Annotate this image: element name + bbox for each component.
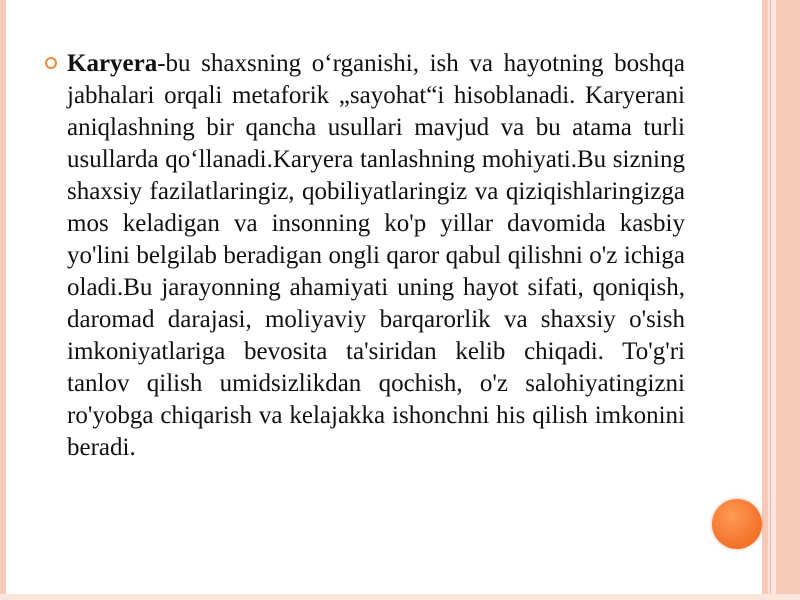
paragraph-body: -bu shaxsning o‘rganishi, ish va hayotning boshqa jabhalari orqali metaforik „sayohat“i hisoblanadi. Karyerani aniqlashning bir qancha usullari mavjud va bu atama turli usullarda qo‘llanadi.Karyera tanlashning mohiyati.Bu sizning shaxsiy fazilatlaringiz, qobiliyatlaringiz va qiziqishlaringizga mos keladigan va insonning ko'p yillar davomida kasbiy yo'lini belgilab beradigan ongli qaror qabul qilishni o'z ichiga oladi.Bu jarayonning ahamiyati uning hayot sifati, qoniqish, daromad darajasi, moliyaviy barqarorlik va shaxsiy o'sish imkoniyatlariga bevosita ta'siridan kelib chiqadi. To'g'ri tanlov qilish umidsizlikdan qochish, o'z salohiyatingizni ro'yobga chiqarish va kelajakka ishonchni his qilish imkonini beradi. <box>67 50 685 461</box>
orange-circle-icon <box>712 499 762 549</box>
left-border <box>0 0 6 600</box>
circle-bullet-icon <box>45 57 57 69</box>
slide-paragraph <box>67 48 685 464</box>
bottom-border <box>0 594 800 600</box>
right-border-line <box>770 0 771 600</box>
key-term: Karyera <box>67 50 158 77</box>
